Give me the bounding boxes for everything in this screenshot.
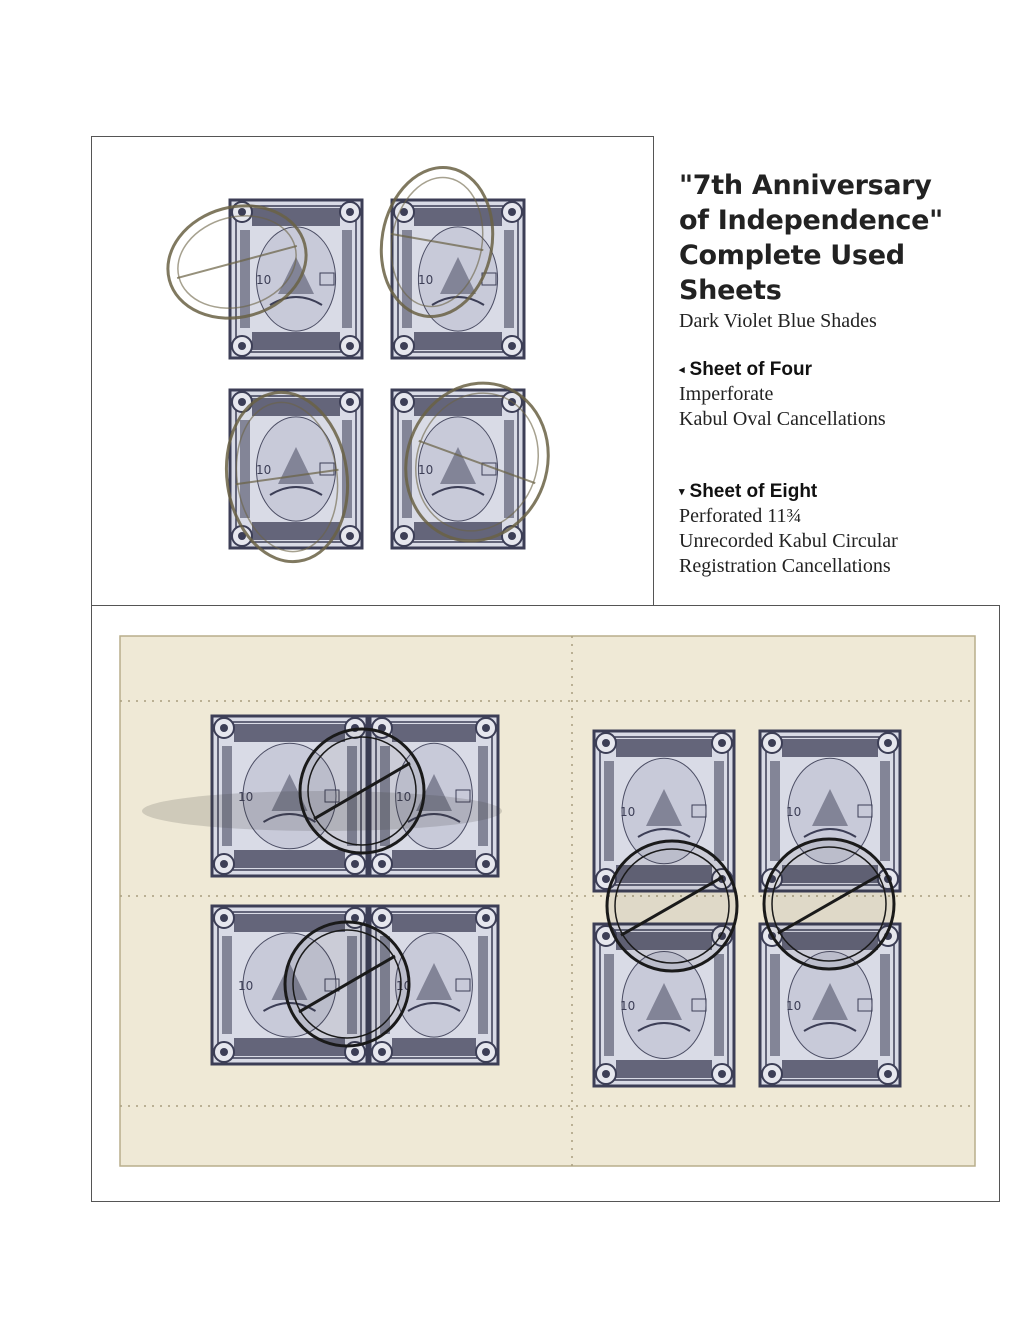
sheet-four-detail: Imperforate (679, 383, 774, 405)
sheet-four-heading (679, 358, 1009, 382)
circular-cancellation (607, 841, 737, 971)
left-arrow-icon: ◂ (679, 364, 685, 376)
title-line: of Independence" (679, 205, 943, 236)
sheet-eight-detail: Perforated 11¾ (679, 505, 802, 527)
down-arrow-icon: ▾ (679, 486, 685, 498)
circular-cancellation (285, 922, 409, 1046)
stamp-value-label: 10 (786, 999, 802, 1013)
title-line: Complete Used Sheets (679, 240, 905, 306)
sheet-four-heading-text: Sheet of Four (689, 359, 812, 380)
sheet-eight-heading (679, 480, 1009, 504)
stamp-value-label: 10 (418, 463, 434, 477)
sheet-eight-section (679, 480, 1009, 579)
sheet-four-detail: Kabul Oval Cancellations (679, 408, 886, 430)
stamp-value-label: 10 (418, 273, 434, 287)
description-panel (679, 168, 1009, 579)
sheet-four-section (679, 358, 1009, 432)
sheet-of-eight-image (92, 606, 999, 1201)
stamp (230, 200, 362, 358)
sheet-eight-detail: Registration Cancellations (679, 555, 891, 577)
stamp (392, 390, 524, 548)
stamp (230, 390, 362, 548)
shade-subtitle: Dark Violet Blue Shades (679, 310, 877, 332)
sheet-eight-heading-text: Sheet of Eight (689, 481, 818, 502)
stamp-value-label: 10 (786, 805, 802, 819)
stamp-value-label: 10 (620, 999, 636, 1013)
title-line: "7th Anniversary (679, 170, 932, 201)
stamp (392, 200, 524, 358)
page-title (679, 168, 1009, 308)
stamp-value-label: 10 (256, 463, 272, 477)
stamp-value-label: 10 (238, 979, 254, 993)
sheet-of-four-image (92, 137, 653, 605)
stamp-value-label: 10 (620, 805, 636, 819)
circular-cancellation (764, 839, 894, 969)
stamp-value-label: 10 (256, 273, 272, 287)
sheet-eight-detail: Unrecorded Kabul Circular (679, 530, 898, 552)
circular-cancellation (300, 729, 424, 853)
